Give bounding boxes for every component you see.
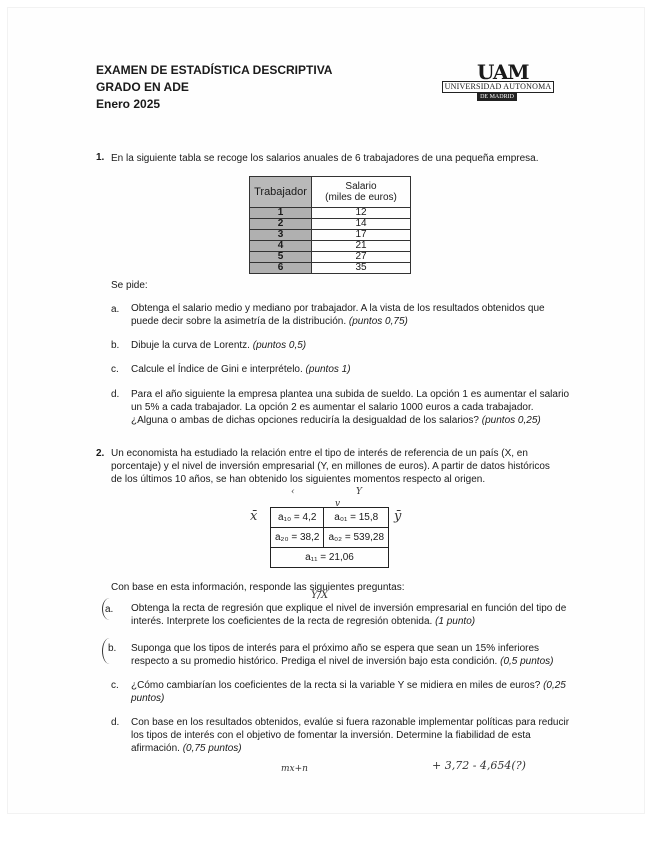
hand-mark: v (335, 499, 341, 509)
q2-item-b (131, 642, 553, 668)
moment-a11: a₁₁ = 21,06 (271, 548, 389, 568)
q1-item-a-label: a. (111, 304, 120, 315)
uam-logo (442, 62, 554, 102)
q1-text: En la siguiente tabla se recoge los salarios anuales de 6 trabajadores de una pequeña empresa. (111, 153, 539, 164)
q2-c-line1: ¿Cómo cambiarían los coeficientes de la recta si la variable Y se midiera en miles de euros? (131, 680, 541, 691)
q1-a-line2: puede decir sobre la asimetría de la distribución. (131, 316, 347, 327)
exam-date: Enero 2025 (96, 97, 161, 111)
hand-yx: Y/X (311, 590, 329, 601)
q2-number: 2. (96, 448, 105, 459)
q2-a-line1: Obtenga la recta de regresión que explique el nivel de inversión empresarial en función del tipo de (131, 603, 567, 614)
salary-value: 21 (312, 241, 411, 252)
q2-item-d-label: d. (111, 717, 120, 728)
q2-b-line2: respecto a su promedio histórico. Prediga el nivel de inversión bajo esta condición. (131, 656, 498, 667)
q1-a-points: (puntos 0,75) (348, 316, 408, 327)
col-salario-l2: (miles de euros) (325, 192, 397, 203)
q2-c-line2: puntos) (131, 693, 165, 704)
q1-b-points: (puntos 0,5) (252, 340, 307, 351)
q2-c-points: (0,25 (543, 680, 566, 691)
q2-intro: Con base en esta información, responde las siguientes preguntas: (111, 582, 405, 593)
hand-mark: ‹ (291, 487, 295, 497)
col-salario (312, 177, 411, 208)
q2-a-line2: interés. Interprete los coeficientes de la recta de regresión obtenida. (131, 616, 433, 627)
salary-value: 14 (312, 219, 411, 230)
table-row (250, 263, 411, 274)
q2-item-d (131, 716, 569, 755)
worker-id: 5 (250, 252, 312, 263)
moment-a20: a₂₀ = 38,2 (271, 528, 324, 548)
q1-b-line1: Dibuje la curva de Lorentz. (131, 340, 250, 351)
q2-line3: de los últimos 10 años, se han obtenido los siguientes momentos respecto al origen. (111, 474, 486, 485)
q2-a-points: (1 punto) (435, 616, 476, 627)
q1-d-points: (puntos 0,25) (481, 415, 541, 426)
q1-d-line1: Para el año siguiente la empresa plantea una subida de sueldo. La opción 1 es aumentar el salario (131, 389, 570, 400)
table-row (250, 208, 411, 219)
se-pide: Se pide: (111, 280, 148, 291)
salary-value: 12 (312, 208, 411, 219)
q2-d-line3: afirmación. (131, 743, 180, 754)
worker-id: 3 (250, 230, 312, 241)
q2-text (111, 447, 550, 486)
q1-item-b-label: b. (111, 340, 120, 351)
salary-value: 35 (312, 263, 411, 274)
table-row (250, 252, 411, 263)
worker-id: 2 (250, 219, 312, 230)
q1-item-d (131, 388, 569, 427)
q1-item-c-label: c. (111, 364, 119, 375)
q1-item-d-label: d. (111, 389, 120, 400)
q2-d-line2: los tipos de interés con el objetivo de fomentar la inversión. Determine la fiabilidad de esta (131, 730, 531, 741)
q2-line1: Un economista ha estudiado la relación entre el tipo de interés de referencia de un país (X, en (111, 448, 528, 459)
moments-table (270, 507, 389, 568)
q1-c-points: (puntos 1) (305, 364, 351, 375)
q2-b-points: (0,5 puntos) (500, 656, 554, 667)
salary-value: 27 (312, 252, 411, 263)
logo-mark: UAM (477, 60, 529, 84)
moment-a01: a₀₁ = 15,8 (324, 508, 389, 528)
hand-mark: Y (356, 487, 362, 497)
worker-id: 4 (250, 241, 312, 252)
moment-a10: a₁₀ = 4,2 (271, 508, 324, 528)
q2-d-line1: Con base en los resultados obtenidos, evalúe si fuera razonable implementar políticas para reducir (131, 717, 570, 728)
q2-item-a-label: a. (105, 604, 114, 615)
salary-value: 17 (312, 230, 411, 241)
q1-c-line1: Calcule el Índice de Gini e interprételo. (131, 364, 303, 375)
moment-a02: a₀₂ = 539,28 (324, 528, 389, 548)
col-salario-l1: Salario (345, 181, 377, 192)
hand-y-bar: ȳ (394, 509, 402, 524)
salary-table (249, 176, 411, 274)
q1-item-c (131, 363, 351, 376)
hand-x-bar: x̄ (250, 509, 258, 524)
hand-mx: mx+n (281, 764, 308, 774)
q2-item-b-label: b. (108, 643, 117, 654)
table-row (250, 241, 411, 252)
q2-b-line1: Suponga que los tipos de interés para el próximo año se espera que sean un 15% inferiores (131, 643, 540, 654)
q1-item-a (131, 302, 571, 328)
exam-title: EXAMEN DE ESTADÍSTICA DESCRIPTIVA (96, 63, 333, 77)
q1-d-line2: un 5% a cada trabajador. La opción 2 es aumentar el salario 1000 euros a cada trabajador. (131, 402, 534, 413)
table-row (250, 219, 411, 230)
col-trabajador: Trabajador (250, 177, 312, 208)
q2-item-a (131, 602, 566, 628)
q1-d-line3: ¿Alguna o ambas de dichas opciones reduciría la desigualdad de los salarios? (131, 415, 479, 426)
worker-id: 1 (250, 208, 312, 219)
hand-calc: + 3,72 - 4,654(?) (432, 759, 526, 772)
exam-header (96, 62, 332, 113)
q1-a-line1: Obtenga el salario medio y mediano por trabajador. A la vista de los resultados obtenidos que (131, 303, 545, 314)
q2-item-c (131, 679, 566, 705)
exam-degree: GRADO EN ADE (96, 80, 189, 94)
q2-item-c-label: c. (111, 680, 119, 691)
q1-item-b (131, 339, 306, 352)
q2-d-points: (0,75 puntos) (182, 743, 242, 754)
table-row (250, 230, 411, 241)
logo-city: DE MADRID (477, 93, 517, 101)
worker-id: 6 (250, 263, 312, 274)
q2-line2: porcentaje) y el nivel de inversión empresarial (Y, en millones de euros). A partir de datos históricos (111, 461, 550, 472)
q1-number: 1. (96, 152, 105, 163)
logo-name: UNIVERSIDAD AUTONOMA (442, 81, 554, 93)
